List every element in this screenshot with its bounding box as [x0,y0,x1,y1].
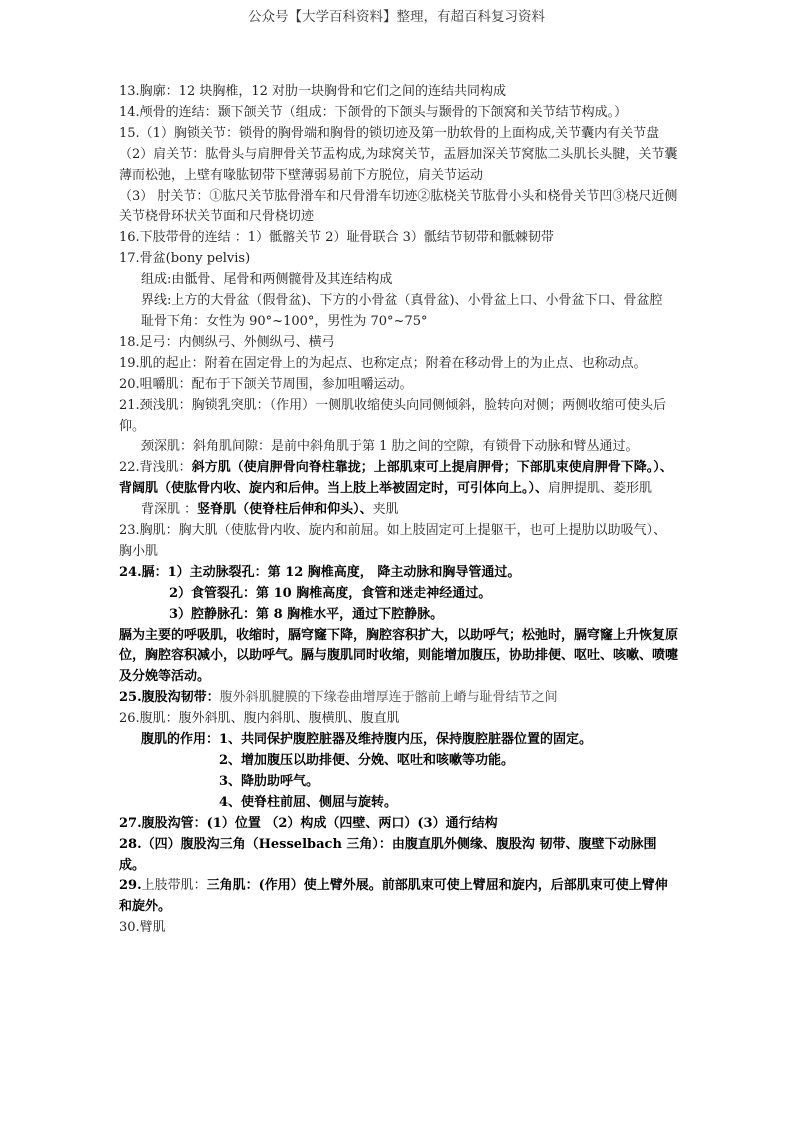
item-22-deep [119,500,679,521]
item-17-boundary: 界线:上方的大骨盆（假骨盆)、下方的小骨盆（真骨盆)、小骨盆上口、小骨盆下口、骨盆腔 [141,293,663,309]
item-23: 23.胸肌：胸大肌（使肱骨内收、旋内和前屈。如上肢固定可上提躯干，也可上提肋以助吸气）、胸小肌 [119,523,667,559]
item-22-prefix: 22.背浅肌： [119,460,192,476]
item-26-function-2: 2、增加腹压以助排便、分娩、呕吐和咳嗽等功能。 [219,753,515,768]
item-24: 24.膈：1）主动脉裂孔：第 12 胸椎高度， 降主动脉和胸导管通过。 [119,564,521,580]
item-22-deep-suffix: 夹肌 [372,502,399,518]
document-body [119,82,679,939]
item-16: 16.下肢带骨的连结 ：1）骶髂关节 2）耻骨联合 3）骶结节韧带和骶棘韧带 [119,230,554,246]
item-25-text: 腹外斜肌腱膜的下缘卷曲增厚连于髂前上嵴与耻骨结节之间 [219,690,558,706]
item-28: 28.（四）腹股沟三角（Hesselbach 三角）：由腹直肌外侧缘、腹股沟 韧带、腹壁下动脉围成。 [119,836,657,873]
page-header: 公众号【大学百科资料】整理，有超百科复习资料 [248,9,545,25]
item-26-function-1: 腹肌的作用：1、共同保护腹腔脏器及维持腹内压，保持腹腔脏器位置的固定。 [141,732,593,748]
item-25-label: 25.腹股沟韧带： [119,690,220,706]
item-15-3: （3） 肘关节：①肱尺关节肱骨滑车和尺骨滑车切迹②肱桡关节肱骨小头和桡骨关节凹③桡尺近侧关节桡骨环状关节面和尺骨桡切迹 [119,188,678,225]
item-15-1: 15.（1）胸锁关节：锁骨的胸骨端和胸骨的锁切迹及第一肋软骨的上面构成,关节囊内有关节盘 [119,125,660,141]
item-15-2: （2）肩关节：肱骨头与肩胛骨关节盂构成,为球窝关节，盂唇加深关节窝肱二头肌长头腱，关节囊薄而松弛，上壁有喙肱韧带下壁薄弱易前下方脱位，肩关节运动 [119,146,678,183]
item-22-deep-bold: 竖脊肌（使脊柱后伸和仰头）、 [197,502,373,518]
item-29-bold: 三角肌：(作用）使上臂外展。前部肌束可使上臂屈和旋内，后部肌束可使上臂伸和旋外。 [119,878,668,915]
item-26-function-3: 3、降肋助呼气。 [219,773,320,789]
item-29-label: 上肢带肌： [141,878,207,894]
item-20: 20.咀嚼肌：配布于下颌关节周围，参加咀嚼运动。 [119,376,413,392]
item-22-bold: 斜方肌（使肩胛骨向脊柱靠拢；上部肌束可上提肩胛骨；下部肌束使肩胛骨下降。）、背阔肌（使肱骨内收、旋内和后伸。当上肢上举被固定时，可引体向上。）、 [119,460,673,497]
item-19: 19.肌的起止：附着在固定骨上的为起点、也称定点；附着在移动骨上的为止点、也称动点。 [119,355,647,371]
item-25 [119,688,679,709]
item-18: 18.足弓：内侧纵弓、外侧纵弓、横弓 [119,334,335,350]
item-30: 30.臂肌 [119,920,166,936]
item-17-composition: 组成:由骶骨、尾骨和两侧髋骨及其连结构成 [141,272,393,288]
item-22-deep-prefix: 背深肌 ： [141,502,198,518]
item-24-2: 2）食管裂孔：第 10 胸椎高度，食管和迷走神经通过。 [169,585,492,601]
item-14: 14.颅骨的连结：颞下颌关节（组成：下颌骨的下颌头与颞骨的下颌窝和关节结节构成。） [119,104,628,120]
item-21: 21.颈浅肌：胸锁乳突肌：（作用）一侧肌收缩使头向同侧倾斜，脸转向对侧；两侧收缩可使头后仰。 [119,397,667,434]
item-13: 13.胸廓：12 块胸椎，12 对肋一块胸骨和它们之间的连结共同构成 [119,84,507,99]
item-17-pubic-angle: 耻骨下角：女性为 90°~100°，男性为 70°~75° [141,313,428,329]
item-29 [119,876,679,918]
item-27: 27.腹股沟管：(1）位置 （2）构成（四壁、两口）(3）通行结构 [119,815,498,831]
item-22 [119,458,679,500]
item-26: 26.腹肌：腹外斜肌、腹内斜肌、腹横肌、腹直肌 [119,711,400,727]
item-24-diaphragm: 膈为主要的呼吸肌，收缩时，膈穹窿下降，胸腔容积扩大，以助呼气；松弛时，膈穹窿上升恢复原位，胸腔容积减小，以助呼气。膈与腹肌同时收缩，则能增加腹压，协助排便、呕吐、咳嗽、喷嚏及分娩等活动。 [119,627,679,685]
item-21-deep: 颈深肌：斜角肌间隙：是前中斜角肌于第 1 肋之间的空隙，有锁骨下动脉和臂丛通过。 [141,439,639,455]
item-24-3: 3）腔静脉孔：第 8 胸椎水平，通过下腔静脉。 [169,606,444,622]
item-17: 17.骨盆(bony pelvis) [119,251,251,267]
item-22-suffix: 肩胛提肌、菱形肌 [548,481,653,497]
item-29-num: 29. [119,878,142,894]
item-26-function-4: 4、使脊柱前屈、侧屈与旋转。 [219,794,398,810]
